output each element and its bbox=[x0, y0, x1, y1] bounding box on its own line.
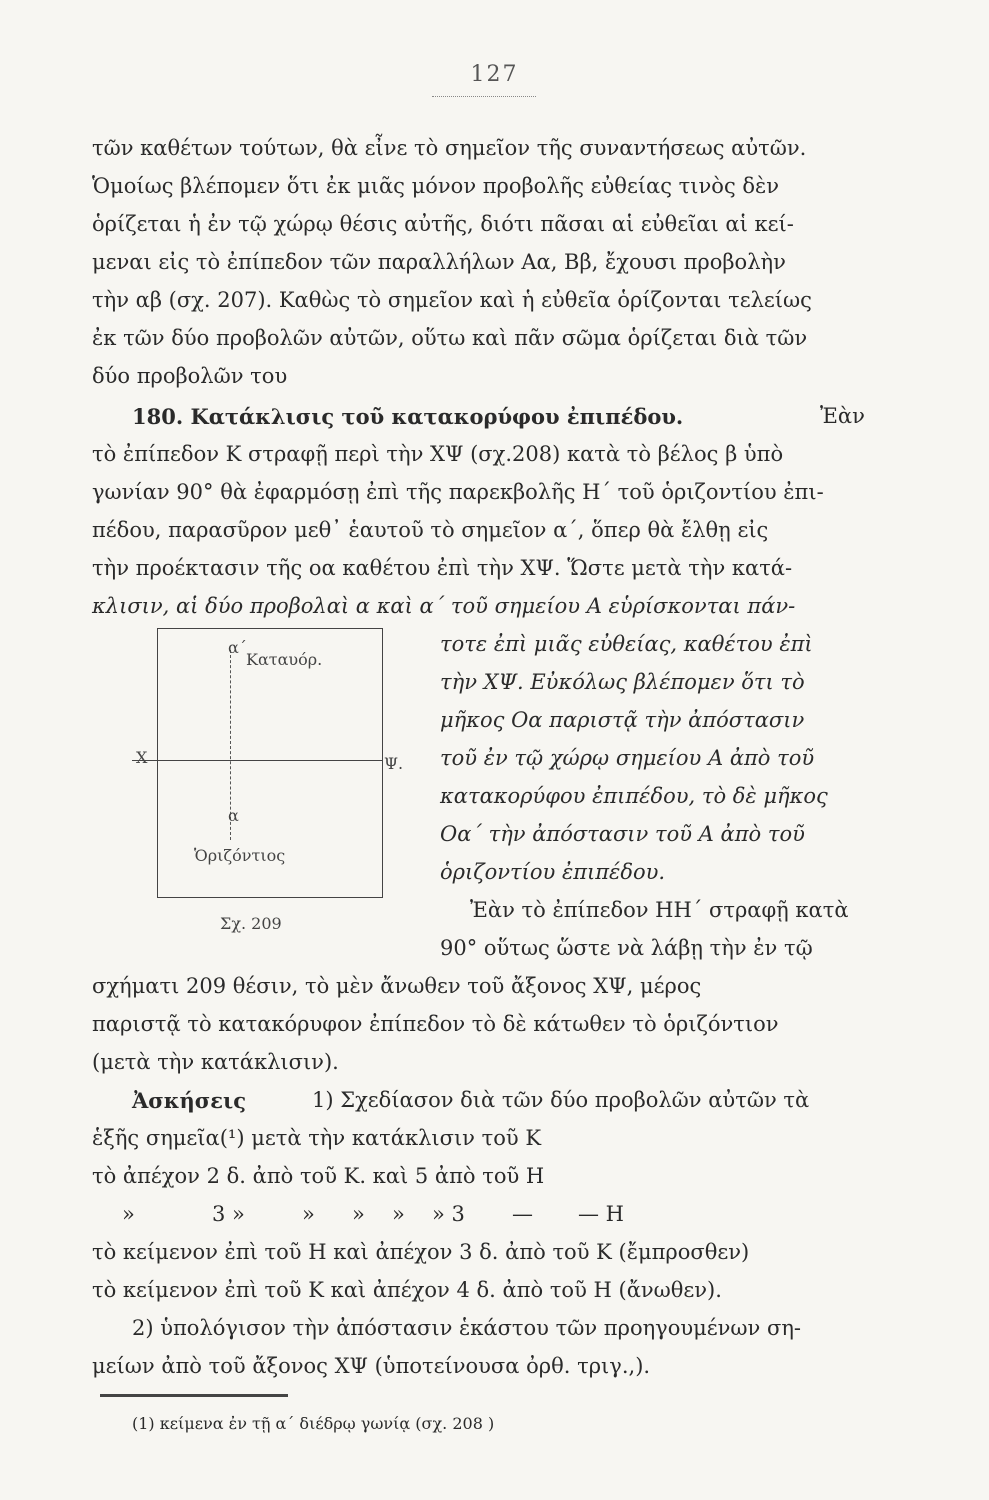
page-number: 127 bbox=[470, 62, 519, 87]
text-line: τὸ κείμενον ἐπὶ τοῦ Κ καὶ ἀπέχον 4 δ. ἀπὸ τοῦ Η (ἄνωθεν). bbox=[92, 1278, 722, 1302]
footnote: (1) κείμενα ἐν τῇ α΄ διέδρῳ γωνίᾳ (σχ. 208 ) bbox=[132, 1414, 495, 1433]
text-line: τὴν προέκτασιν τῆς οα καθέτου ἐπὶ τὴν ΧΨ. Ὥστε μετὰ τὴν κατά- bbox=[92, 556, 793, 580]
text-line: τὴν ΧΨ. Εὐκόλως βλέπομεν ὅτι τὸ bbox=[440, 670, 805, 694]
text-line: μῆκος Οα παριστᾷ τὴν ἀπόστασιν bbox=[440, 708, 805, 732]
text-line: παριστᾷ τὸ κατακόρυφον ἐπίπεδον τὸ δὲ κάτωθεν τὸ ὁριζόντιον bbox=[92, 1012, 779, 1036]
text-line: δύο προβολῶν του bbox=[92, 364, 288, 388]
label-x: Χ bbox=[136, 748, 148, 767]
label-a-prime: α΄ bbox=[228, 638, 247, 657]
text-line: 90° οὕτως ὥστε νὰ λάβῃ τὴν ἐν τῷ bbox=[440, 936, 813, 960]
text-line: 1) Σχεδίασον διὰ τῶν δύο προβολῶν αὐτῶν τὰ bbox=[312, 1088, 810, 1112]
text-line: ὁρίζεται ἡ ἐν τῷ χώρῳ θέσις αὐτῆς, διότι πᾶσαι αἱ εὐθεῖαι αἱ κεί- bbox=[92, 212, 794, 236]
text-line: τὸ κείμενον ἐπὶ τοῦ Η καὶ ἀπέχον 3 δ. ἀπὸ τοῦ Κ (ἔμπροσθεν) bbox=[92, 1240, 750, 1264]
text-line: σχήματι 209 θέσιν, τὸ μὲν ἄνωθεν τοῦ ἄξονος ΧΨ, μέρος bbox=[92, 974, 702, 998]
text-line: 2) ὑπολόγισον τὴν ἀπόστασιν ἑκάστου τῶν προηγουμένων ση- bbox=[132, 1316, 802, 1340]
label-horizontal-plane: Ὁριζόντιος bbox=[194, 846, 286, 865]
figure-caption: Σχ. 209 bbox=[220, 914, 282, 933]
text-line: τῶν καθέτων τούτων, θὰ εἶνε τὸ σημεῖον τῆς συναντήσεως αὐτῶν. bbox=[92, 136, 807, 160]
ditto-cell: » bbox=[122, 1202, 135, 1226]
ditto-row bbox=[92, 1204, 652, 1228]
text-line: Ἐὰν τὸ ἐπίπεδον ΗΗ΄ στραφῇ κατὰ bbox=[470, 898, 849, 922]
text-line: ἑξῆς σημεῖα(¹) μετὰ τὴν κατάκλισιν τοῦ Κ bbox=[92, 1126, 542, 1150]
text-line: ὁριζοντίου ἐπιπέδου. bbox=[440, 860, 666, 884]
text-line: τὸ ἀπέχον 2 δ. ἀπὸ τοῦ Κ. καὶ 5 ἀπὸ τοῦ Η bbox=[92, 1164, 545, 1188]
exercises-heading: Ἀσκήσεις bbox=[132, 1088, 246, 1113]
text-line: (μετὰ τὴν κατάκλισιν). bbox=[92, 1050, 339, 1074]
text-line: τοτε ἐπὶ μιᾶς εὐθείας, καθέτου ἐπὶ bbox=[440, 632, 813, 656]
section-heading: 180. Κατάκλισις τοῦ κατακορύφου ἐπιπέδου. bbox=[132, 404, 684, 429]
axis-xpsi bbox=[132, 760, 382, 761]
ditto-cell: » bbox=[392, 1202, 405, 1226]
ditto-cell: — Η bbox=[578, 1202, 624, 1226]
footnote-rule bbox=[100, 1394, 288, 1397]
label-a: α bbox=[228, 806, 239, 825]
ditto-cell: » bbox=[352, 1202, 365, 1226]
ditto-cell: » bbox=[302, 1202, 315, 1226]
text-line: μείων ἀπὸ τοῦ ἄξονος ΧΨ (ὑποτείνουσα ὀρθ. τριγ.,). bbox=[92, 1354, 651, 1378]
page-number-rule bbox=[432, 96, 536, 97]
ditto-cell: — bbox=[512, 1202, 533, 1226]
label-vertical-plane: Καταυόρ. bbox=[246, 650, 323, 669]
figure-209 bbox=[132, 620, 404, 940]
text-line: κατακορύφου ἐπιπέδου, τὸ δὲ μῆκος bbox=[440, 784, 828, 808]
text-line: Ὁμοίως βλέπομεν ὅτι ἐκ μιᾶς μόνον προβολῆς εὐθείας τινὸς δὲν bbox=[92, 174, 780, 198]
text-line: τὴν αβ (σχ. 207). Καθὼς τὸ σημεῖον καὶ ἡ εὐθεῖα ὁρίζονται τελείως bbox=[92, 288, 812, 312]
text-line: κλισιν, αἱ δύο προβολαὶ α καὶ α΄ τοῦ σημείου Α εὑρίσκονται πάν- bbox=[92, 594, 796, 618]
text-line: τὸ ἐπίπεδον Κ στραφῇ περὶ τὴν ΧΨ (σχ.208) κατὰ τὸ βέλος β ὑπὸ bbox=[92, 442, 784, 466]
text-line: μεναι εἰς τὸ ἐπίπεδον τῶν παραλλήλων Αα, Ββ, ἔχουσι προβολὴν bbox=[92, 250, 786, 274]
text-line: γωνίαν 90° θὰ ἐφαρμόσῃ ἐπὶ τῆς παρεκβολῆς Η΄ τοῦ ὁριζοντίου ἐπι- bbox=[92, 480, 824, 504]
text-line: ἐκ τῶν δύο προβολῶν αὐτῶν, οὕτω καὶ πᾶν σῶμα ὁρίζεται διὰ τῶν bbox=[92, 326, 808, 350]
text-line: πέδου, παρασῦρον μεθ᾽ ἑαυτοῦ τὸ σημεῖον α΄, ὅπερ θὰ ἔλθῃ εἰς bbox=[92, 518, 769, 542]
label-psi: Ψ. bbox=[384, 754, 404, 773]
ditto-cell: 3 » bbox=[212, 1202, 245, 1226]
ditto-cell: » 3 bbox=[432, 1202, 465, 1226]
text-line: Ἐὰν bbox=[820, 404, 865, 428]
text-line: τοῦ ἐν τῷ χώρῳ σημείου Α ἀπὸ τοῦ bbox=[440, 746, 815, 770]
text-line: Οα΄ τὴν ἀπόστασιν τοῦ Α ἀπὸ τοῦ bbox=[440, 822, 805, 846]
